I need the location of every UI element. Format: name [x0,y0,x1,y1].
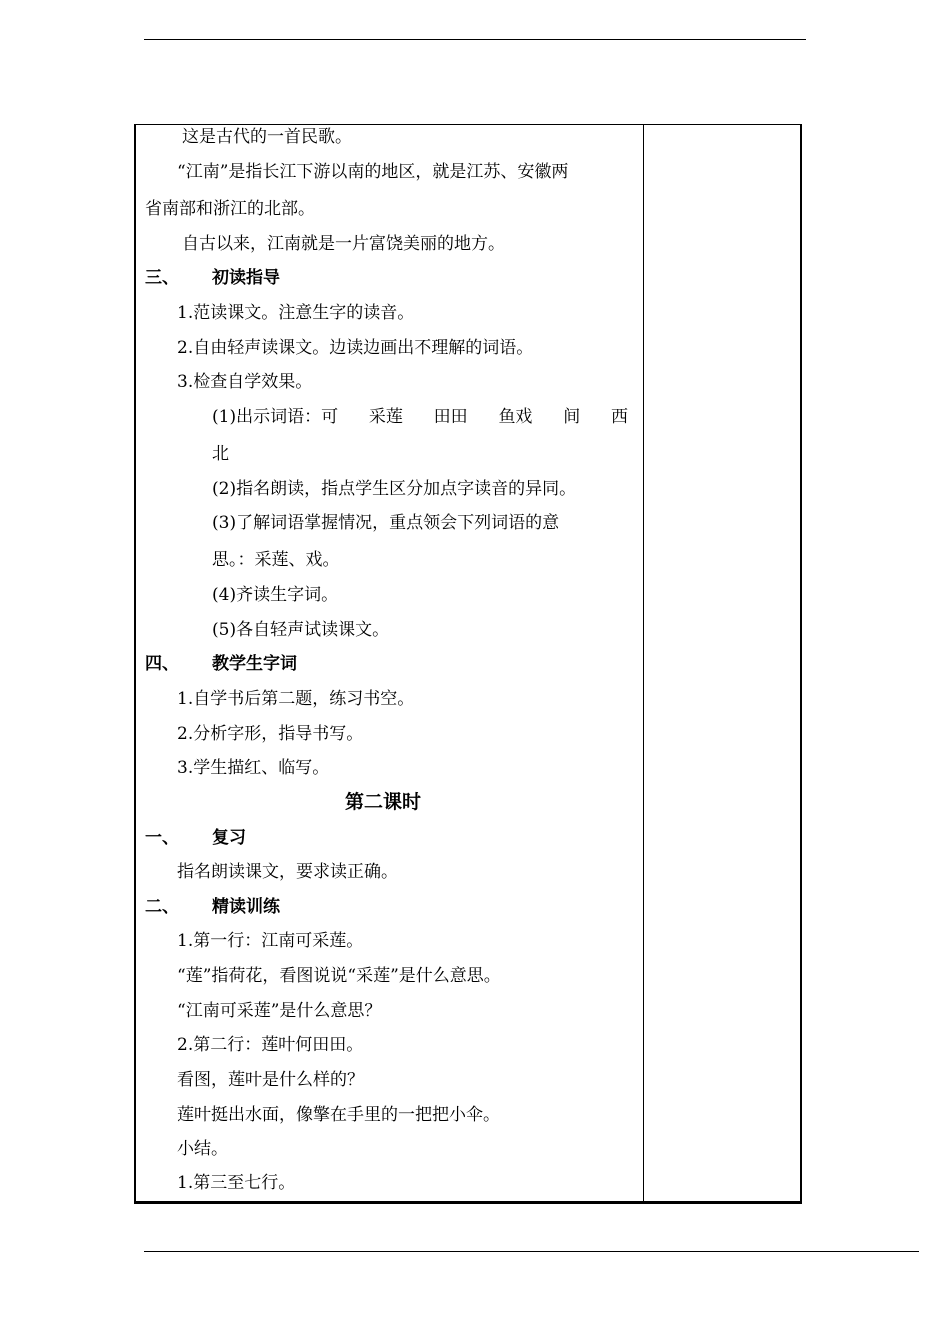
list-item: 3.检查自学效果。 [177,372,313,392]
paragraph-line: 省南部和浙江的北部。 [145,199,315,219]
vocab-item: 田田 [433,407,468,427]
section-number: 四、 [145,654,179,674]
vocab-item: 间 [563,407,581,427]
section-heading: 复习 [212,828,246,848]
section-number: 三、 [145,268,179,288]
paragraph-line: 自古以来，江南就是一片富饶美丽的地方。 [182,234,505,254]
list-item: (5)各自轻声试读课文。 [212,620,390,640]
list-item: 思。：采莲、戏。 [212,550,340,570]
list-item: 1.第三至七行。 [177,1173,296,1193]
list-item: (3)了解词语掌握情况，重点领会下列词语的意 [212,513,560,533]
section-number: 一、 [145,828,179,848]
list-item: 3.学生描红、临写。 [177,758,330,778]
lesson-title: 第二课时 [345,791,422,813]
section-heading: 初读指导 [212,268,280,288]
vocab-list [212,405,628,429]
paragraph-line: 指名朗读课文，要求读正确。 [177,862,398,882]
paragraph-line: “莲”指荷花，看图说说“采莲”是什么意思。 [177,966,501,986]
paragraph-line: “江南”是指长江下游以南的地区，就是江苏、安徽两 [177,162,569,182]
vocab-item: (1)出示词语：可 [212,407,339,427]
paragraph-line: 小结。 [177,1139,228,1159]
list-item: 2.自由轻声读课文。边读边画出不理解的词语。 [177,338,534,358]
paragraph-line: 看图，莲叶是什么样的？ [177,1070,364,1090]
paragraph-line: “江南可采莲”是什么意思？ [177,1001,382,1021]
footer-rule [144,1251,919,1252]
list-item: 北 [212,444,229,464]
paragraph-line: 这是古代的一首民歌。 [182,127,352,147]
list-item: 2.第二行：莲叶何田田。 [177,1035,364,1055]
list-item: (2)指名朗读，指点学生区分加点字读音的异同。 [212,479,577,499]
column-divider [643,125,644,1201]
vocab-item: 鱼戏 [498,407,533,427]
section-heading: 精读训练 [212,897,280,917]
paragraph-line: 莲叶挺出水面，像擎在手里的一把把小伞。 [177,1105,500,1125]
list-item: 2.分析字形，指导书写。 [177,724,364,744]
section-heading: 教学生字词 [212,654,297,674]
header-rule [144,39,806,40]
vocab-item: 采莲 [368,407,403,427]
lesson-table [134,124,802,1204]
vocab-item: 西 [611,407,628,427]
section-number: 二、 [145,897,179,917]
list-item: 1.范读课文。注意生字的读音。 [177,303,415,323]
list-item: (4)齐读生字词。 [212,585,339,605]
list-item: 1.自学书后第二题，练习书空。 [177,689,415,709]
list-item: 1.第一行：江南可采莲。 [177,931,364,951]
